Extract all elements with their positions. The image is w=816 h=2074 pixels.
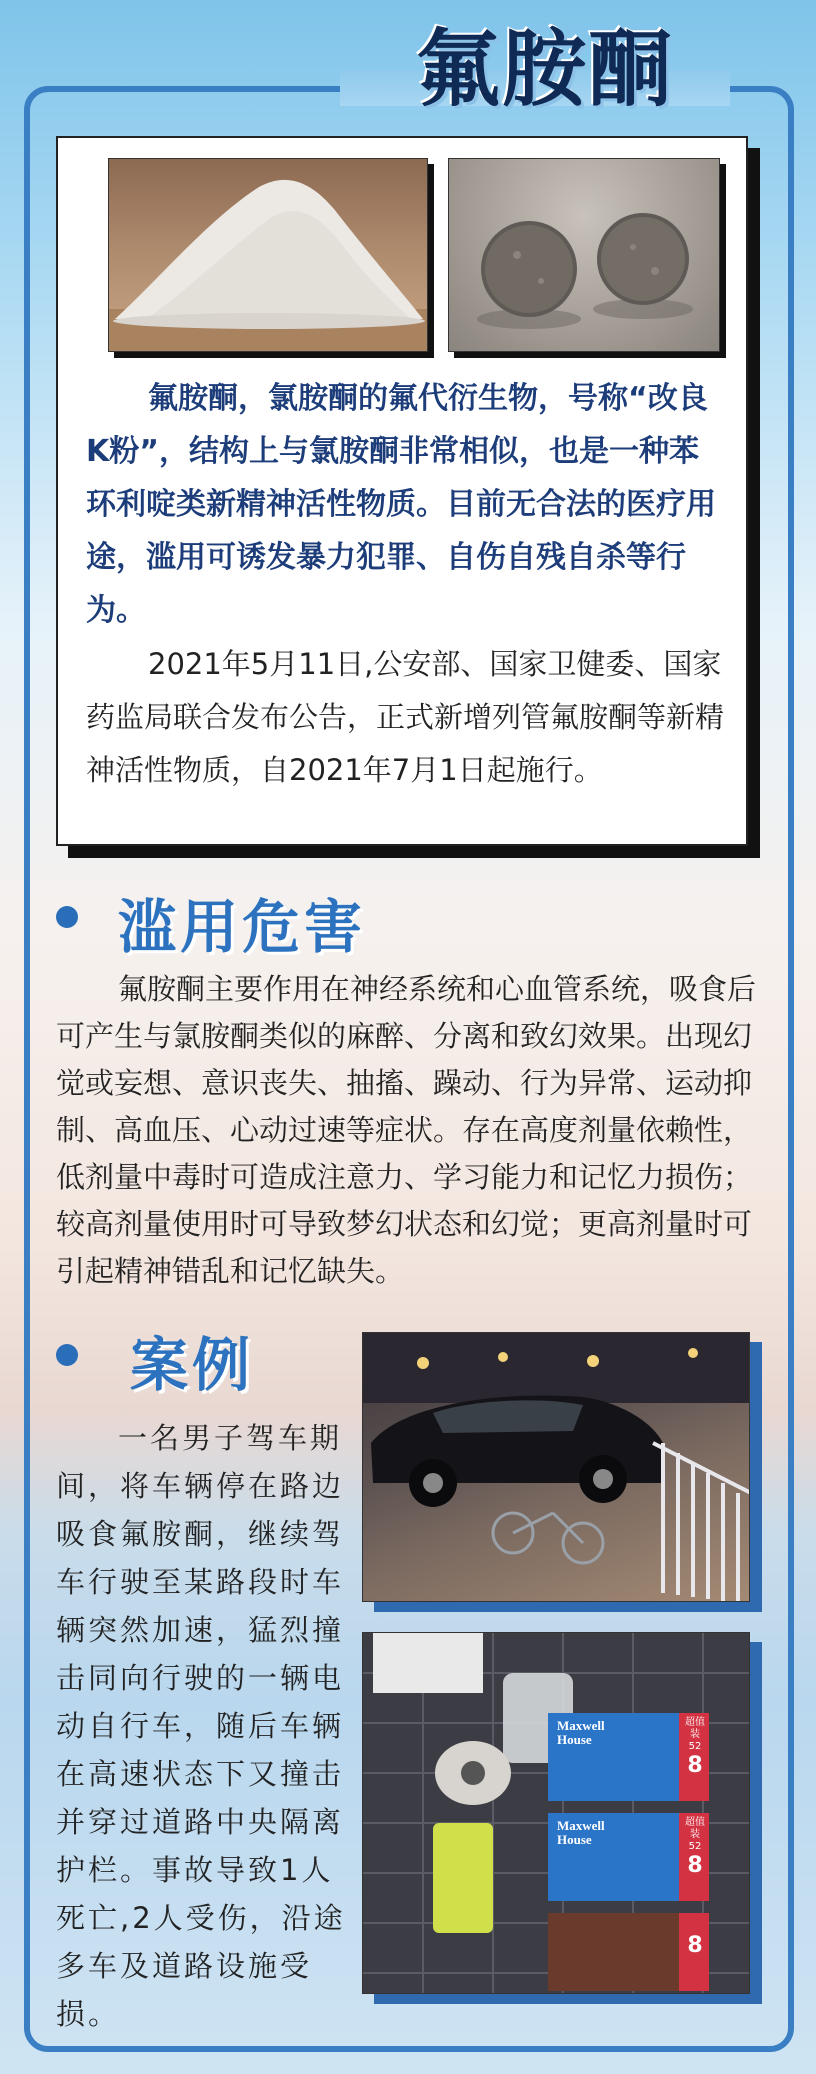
badge-top-2: 超值装 [685, 1817, 705, 1840]
badge-big: 8 [687, 1753, 703, 1778]
badge-1 [681, 1717, 709, 1779]
case-text: 一名男子驾车期间，将车辆停在路边吸食氟胺酮，继续驾车行驶至某路段时车辆突然加速，猛烈撞击同向行驶的一辆电动自行车，随后车辆在高速状态下又撞击并穿过道路中央隔离护栏。事故导致1人死亡,2人受伤，沿途多车及道路设施受损。 [56, 1421, 346, 2031]
tablets-photo [448, 158, 720, 352]
case-heading: 案例 [130, 1331, 255, 1399]
accident-photo [362, 1332, 750, 1602]
evidence-photo [362, 1632, 750, 1994]
intro-card [56, 136, 748, 846]
harm-heading: 滥用危害 [118, 893, 367, 961]
badge-2 [681, 1817, 709, 1879]
crashed-car-icon [363, 1333, 750, 1602]
powder-pile-icon [109, 159, 428, 352]
product-brand-label-1 [557, 1719, 605, 1747]
brand-line-2b: House [557, 1832, 592, 1847]
intro-paragraph-1: 氟胺酮，氯胺酮的氟代衍生物，号称“改良K粉”，结构上与氯胺酮非常相似，也是一种苯环利啶类新精神活性物质。目前无合法的医疗用途，滥用可诱发暴力犯罪、自伤自残自杀等行为。 [86, 381, 716, 628]
brand-line-1: Maxwell [557, 1718, 605, 1733]
intro-paragraph-2: 2021年5月11日,公安部、国家卫健委、国家药监局联合发布公告，正式新增列管氟胺酮等新精神活性物质，自2021年7月1日起施行。 [86, 647, 725, 787]
powder-photo [108, 158, 428, 352]
badge-top: 超值装 [685, 1717, 705, 1740]
harm-bullet-icon [56, 906, 78, 928]
tablet-pills-icon [449, 159, 720, 352]
brand-line-2: House [557, 1732, 592, 1747]
harm-text: 氟胺酮主要作用在神经系统和心血管系统，吸食后可产生与氯胺酮类似的麻醉、分离和致幻效果。出现幻觉或妄想、意识丧失、抽搐、躁动、行为异常、运动抑制、高血压、心动过速等症状。存在高度剂量依赖性，低剂量中毒时可造成注意力、学习能力和记忆力损伤；较高剂量使用时可导致梦幻状态和幻觉；更高剂量时可引起精神错乱和记忆缺失。 [56, 972, 757, 1288]
badge-3: 8 [687, 1933, 703, 1958]
brand-line-1b: Maxwell [557, 1818, 605, 1833]
page-title: 氟胺酮 [415, 20, 674, 118]
case-bullet-icon [56, 1344, 78, 1366]
badge-num-2: 52 [688, 1841, 702, 1852]
product-brand-label-2 [557, 1819, 605, 1847]
badge-big-2: 8 [687, 1853, 703, 1878]
badge-num: 52 [688, 1741, 702, 1752]
